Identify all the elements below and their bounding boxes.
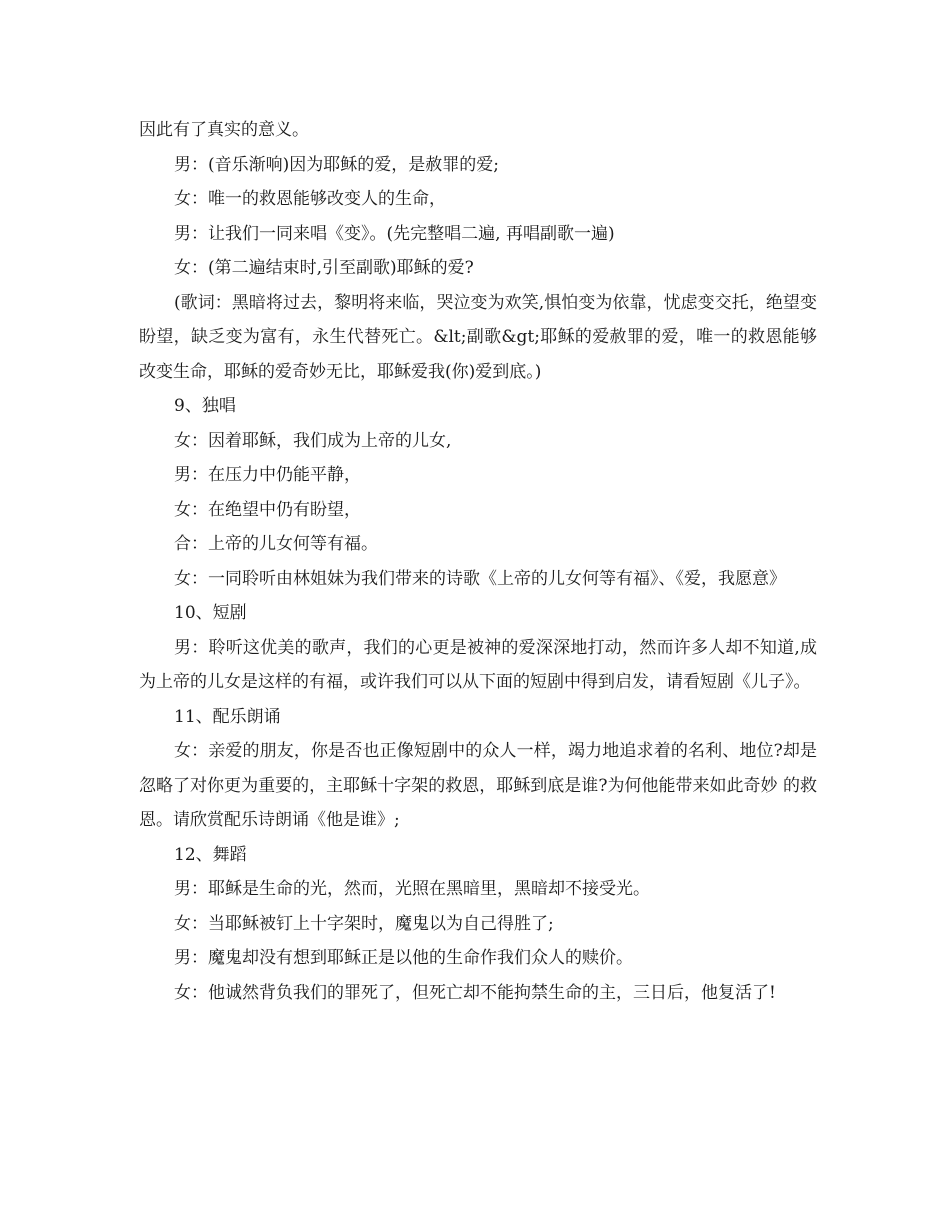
paragraph: 男：让我们一同来唱《变》。(先完整唱二遍, 再唱副歌一遍) <box>174 223 615 244</box>
section-heading: 11、配乐朗诵 <box>174 706 281 727</box>
document-body <box>139 113 817 1010</box>
paragraph: 男：(音乐渐响)因为耶稣的爱，是赦罪的爱; <box>174 154 499 175</box>
paragraph: 女：唯一的救恩能够改变人的生命， <box>174 189 446 209</box>
paragraph: 男：魔鬼却没有想到耶稣正是以他的生命作我们众人的赎价。 <box>174 948 633 968</box>
section-heading: 9、独唱 <box>174 396 236 416</box>
paragraph: 因此有了真实的意义。 <box>139 120 309 140</box>
paragraph: 女：一同聆听由林姐妹为我们带来的诗歌《上帝的儿女何等有福》、《爱，我愿意》 <box>174 568 786 589</box>
paragraph: 男：聆听这优美的歌声，我们的心更是被神的爱深深地打动，然而许多人却不知道,成为上帝的儿女是这样的有福，或许我们可以从下面的短剧中得到启发，请看短剧《儿子》。 <box>139 637 817 692</box>
paragraph: 女：他诚然背负我们的罪死了，但死亡却不能拘禁生命的主，三日后，他复活了! <box>174 982 776 1003</box>
section-heading: 10、短剧 <box>174 603 247 623</box>
paragraph: 女：(第二遍结束时,引至副歌)耶稣的爱? <box>174 258 474 278</box>
section-heading: 12、舞蹈 <box>174 844 247 865</box>
lyrics-paragraph: (歌词：黑暗将过去，黎明将来临，哭泣变为欢笑,惧怕变为依靠，忧虑变交托，绝望变盼望，缺乏变为富有，永生代替死亡。&lt;副歌&gt;耶稣的爱赦罪的爱，唯一的救恩能够改变生命，耶稣的爱奇妙无比，耶稣爱我(你)爱到底。) <box>139 292 817 382</box>
paragraph: 合：上帝的儿女何等有福。 <box>174 534 378 554</box>
paragraph: 女：当耶稣被钉上十字架时，魔鬼以为自己得胜了; <box>174 913 554 934</box>
paragraph: 男：耶稣是生命的光，然而，光照在黑暗里，黑暗却不接受光。 <box>174 879 650 899</box>
paragraph: 女：亲爱的朋友，你是否也正像短剧中的众人一样，竭力地追求着的名利、地位?却是忽略了对你更为重要的，主耶稣十字架的救恩，耶稣到底是谁?为何他能带来如此奇妙 的救恩。请欣赏配乐诗朗诵《他是谁》; <box>139 741 817 830</box>
paragraph: 女：因着耶稣，我们成为上帝的儿女, <box>174 430 452 451</box>
paragraph: 男：在压力中仍能平静， <box>174 465 361 485</box>
paragraph: 女：在绝望中仍有盼望， <box>174 499 361 520</box>
